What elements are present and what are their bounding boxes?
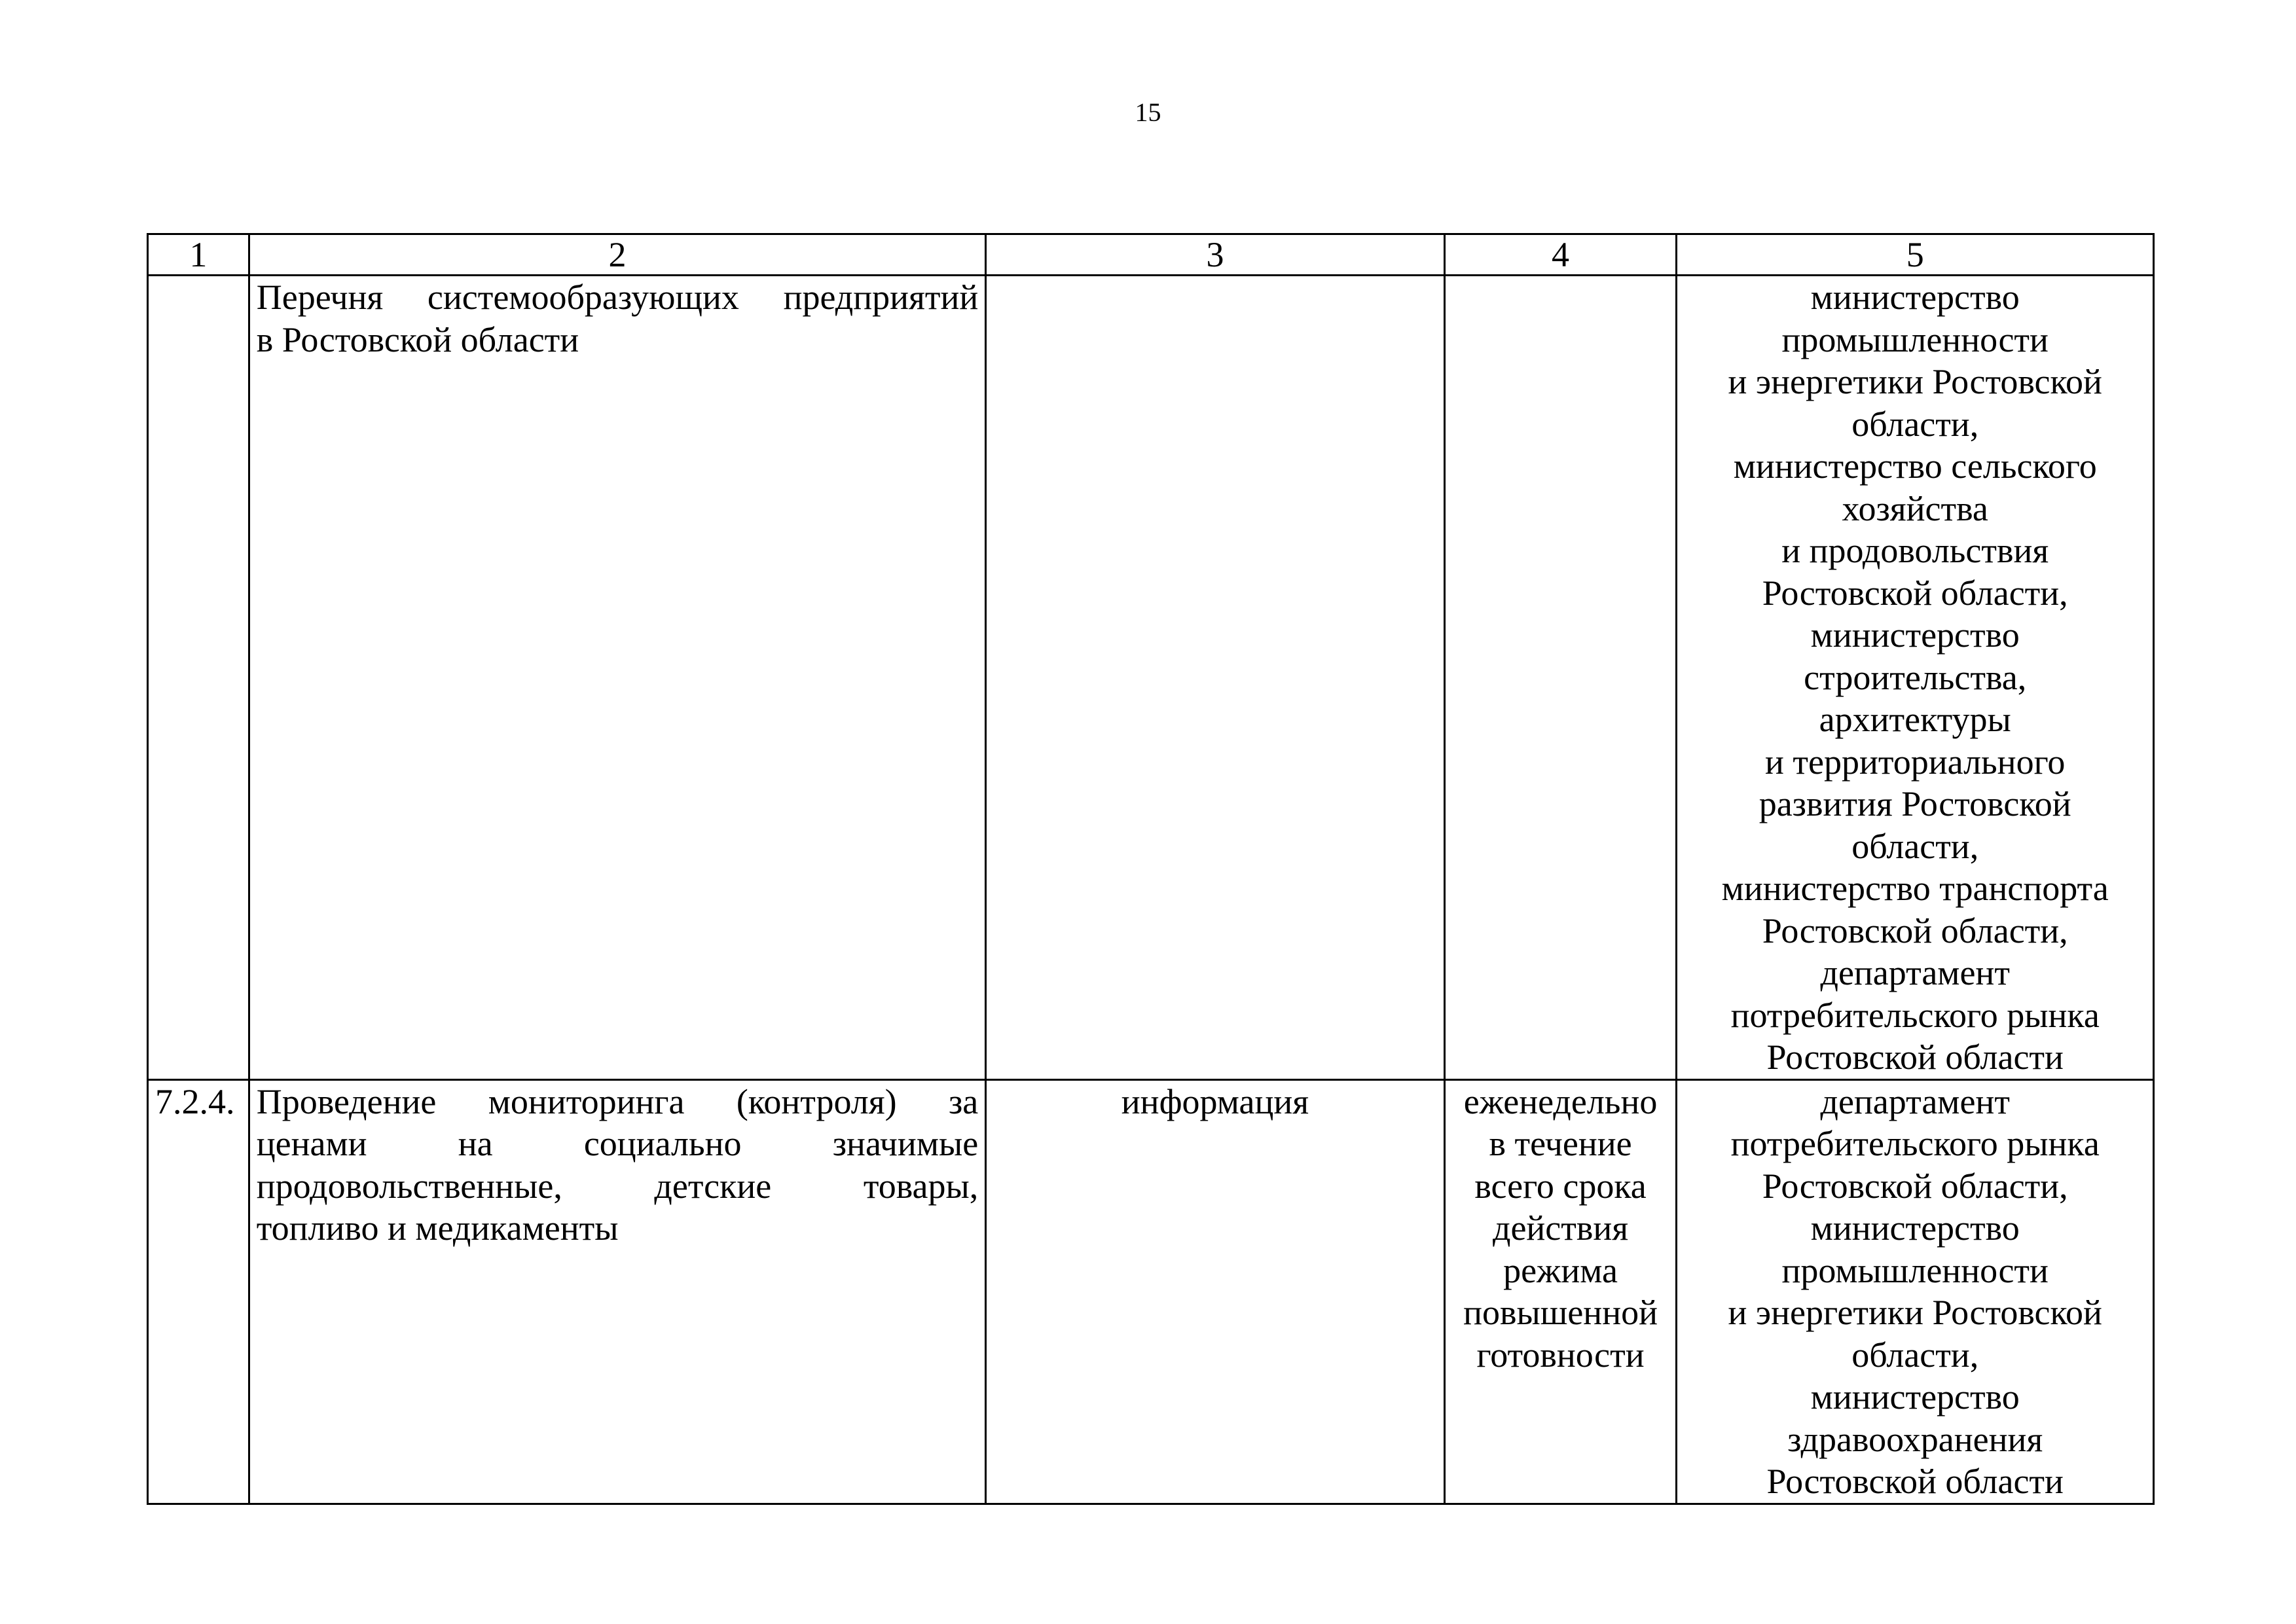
responsible-line: Ростовской области, bbox=[1762, 573, 2068, 613]
header-col-1: 1 bbox=[148, 234, 249, 276]
deadline-line: готовности bbox=[1476, 1335, 1645, 1375]
deadline-line: действия bbox=[1492, 1208, 1629, 1248]
responsible-line: промышленности bbox=[1781, 1250, 2049, 1290]
measure-line: Проведение мониторинга (контроля) за bbox=[256, 1081, 979, 1121]
header-col-4: 4 bbox=[1444, 234, 1677, 276]
document-table bbox=[147, 233, 2155, 1505]
responsible-line: развития Ростовской bbox=[1758, 784, 2071, 823]
table-row bbox=[148, 1079, 2154, 1504]
deadline-cell bbox=[1444, 276, 1677, 1080]
responsible-line: архитектуры bbox=[1819, 700, 2011, 739]
responsible-line: департамент bbox=[1820, 953, 2010, 992]
header-col-2: 2 bbox=[249, 234, 986, 276]
responsible-line: Ростовской области bbox=[1766, 1038, 2064, 1077]
responsible-line: Ростовской области bbox=[1766, 1462, 2064, 1501]
header-col-3: 3 bbox=[986, 234, 1444, 276]
responsible-line: министерство bbox=[1810, 278, 2020, 317]
responsible-line: области, bbox=[1851, 1335, 1979, 1375]
responsible-line: министерство транспорта bbox=[1721, 869, 2109, 908]
responsible-line: и территориального bbox=[1765, 742, 2066, 782]
measure-line: продовольственные, детские товары, bbox=[256, 1166, 979, 1206]
responsible-cell bbox=[1677, 1079, 2154, 1504]
row-number-cell bbox=[148, 276, 249, 1080]
responsible-line: Ростовской области, bbox=[1762, 911, 2068, 950]
result-cell bbox=[986, 276, 1444, 1080]
responsible-line: министерство сельского bbox=[1733, 446, 2097, 486]
measure-cell bbox=[249, 276, 986, 1080]
responsible-line: и продовольствия bbox=[1781, 531, 2049, 570]
deadline-cell bbox=[1444, 1079, 1677, 1504]
responsible-line: хозяйства bbox=[1842, 488, 1988, 528]
responsible-cell bbox=[1677, 276, 2154, 1080]
result-cell: информация bbox=[986, 1079, 1444, 1504]
measure-line: в Ростовской области bbox=[256, 319, 579, 359]
responsible-line: Ростовской области, bbox=[1762, 1166, 2068, 1206]
responsible-line: промышленности bbox=[1781, 319, 2049, 359]
responsible-line: строительства, bbox=[1804, 657, 2027, 697]
measure-line: Перечня системообразующих предприятий bbox=[256, 278, 979, 317]
measure-line: ценами на социально значимые bbox=[256, 1124, 979, 1163]
measure-cell bbox=[249, 1079, 986, 1504]
responsible-line: и энергетики Ростовской bbox=[1728, 1293, 2102, 1332]
deadline-line: режима bbox=[1503, 1250, 1618, 1290]
row-number-cell: 7.2.4. bbox=[148, 1079, 249, 1504]
responsible-line: департамент bbox=[1820, 1081, 2010, 1121]
deadline-line: еженедельно bbox=[1463, 1081, 1658, 1121]
header-col-5: 5 bbox=[1677, 234, 2154, 276]
deadline-line: всего срока bbox=[1474, 1166, 1647, 1206]
responsible-line: министерство bbox=[1810, 1208, 2020, 1248]
table-header-row bbox=[148, 234, 2154, 276]
deadline-line: в течение bbox=[1489, 1124, 1632, 1163]
responsible-line: потребительского рынка bbox=[1730, 1124, 2100, 1163]
measure-line: топливо и медикаменты bbox=[256, 1208, 619, 1248]
table-row bbox=[148, 276, 2154, 1080]
deadline-line: повышенной bbox=[1463, 1293, 1658, 1332]
page-number: 15 bbox=[1135, 98, 1161, 127]
responsible-line: и энергетики Ростовской bbox=[1728, 362, 2102, 401]
responsible-line: области, bbox=[1851, 826, 1979, 866]
responsible-line: области, bbox=[1851, 404, 1979, 444]
responsible-line: министерство bbox=[1810, 615, 2020, 655]
responsible-line: потребительского рынка bbox=[1730, 995, 2100, 1035]
responsible-line: здравоохранения bbox=[1787, 1419, 2043, 1459]
responsible-line: министерство bbox=[1810, 1377, 2020, 1416]
